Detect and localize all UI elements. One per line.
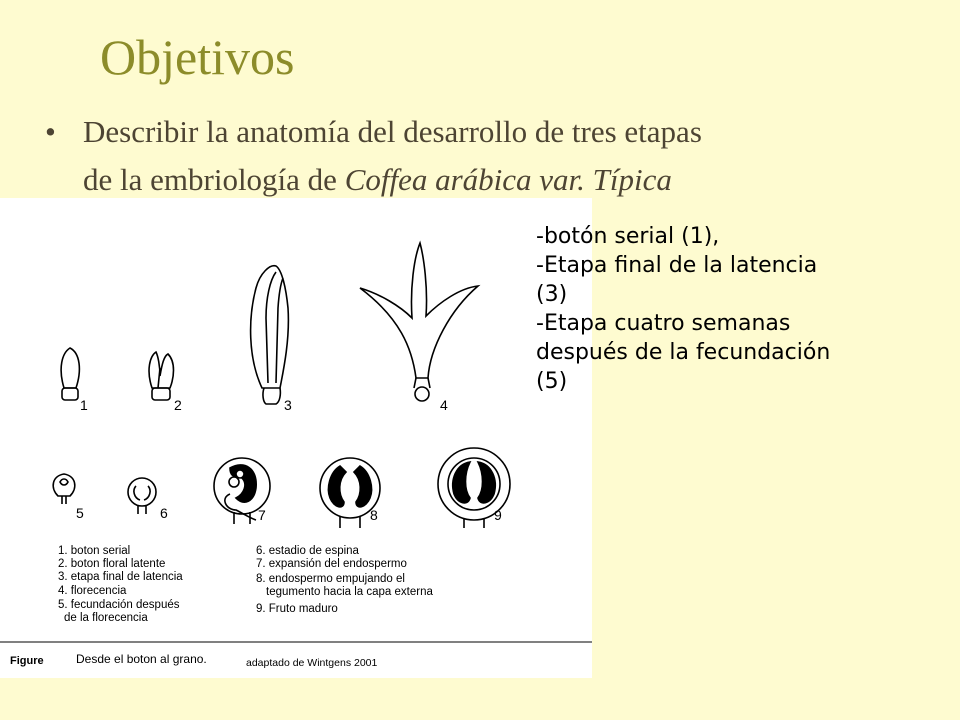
note-line: (3) xyxy=(536,282,568,307)
note-line: después de la fecundación xyxy=(536,340,831,365)
stage-number: 7 xyxy=(258,507,266,523)
figure-label: Figure xyxy=(10,655,44,667)
stage-3-bud xyxy=(251,266,289,404)
stage-5-fertilization xyxy=(53,474,75,504)
legend-item: 6. estadio de espina xyxy=(256,545,359,557)
legend-item: tegumento hacia la capa externa xyxy=(266,586,433,598)
legend-item: 3. etapa final de latencia xyxy=(58,571,183,583)
legend-item: 2. boton floral latente xyxy=(58,558,166,570)
bullet-line-1: Describir la anatomía del desarrollo de tres etapas xyxy=(83,114,702,149)
stage-number: 1 xyxy=(80,397,88,413)
coffee-development-figure xyxy=(0,198,592,678)
stage-2-bud xyxy=(149,352,173,400)
stage-number: 3 xyxy=(284,397,292,413)
stage-1-bud xyxy=(61,348,79,400)
note-line: -botón serial (1), xyxy=(536,224,720,249)
bullet-line-2-plain: de la embriología de xyxy=(83,162,345,197)
note-line: (5) xyxy=(536,369,568,394)
legend-right xyxy=(256,545,433,615)
stage-6-spine xyxy=(128,478,156,514)
slide-title: Objetivos xyxy=(100,29,295,85)
species-name: Coffea arábica var. Típica xyxy=(344,162,672,197)
legend-item: 1. boton serial xyxy=(58,545,131,557)
stage-notes xyxy=(536,222,936,396)
legend-item: de la florecencia xyxy=(64,612,148,624)
stage-number: 4 xyxy=(440,397,448,413)
development-stages-diagram xyxy=(0,198,592,678)
bullet-line-2 xyxy=(83,156,672,204)
note-line: -Etapa final de la latencia xyxy=(536,253,818,278)
legend-left xyxy=(58,545,183,624)
figure-caption: Desde el boton al grano. xyxy=(76,652,207,666)
stage-number: 5 xyxy=(76,505,84,521)
legend-item: 8. endospermo empujando el xyxy=(256,573,405,585)
legend-item: 5. fecundación después xyxy=(58,599,180,611)
stage-4-flower xyxy=(360,243,478,401)
stage-number: 9 xyxy=(494,507,502,523)
stage-number: 8 xyxy=(370,507,378,523)
note-line: -Etapa cuatro semanas xyxy=(536,311,791,336)
legend-item: 4. florecencia xyxy=(58,585,127,597)
bullet-symbol: • xyxy=(45,114,56,149)
stage-number: 2 xyxy=(174,397,182,413)
figure-source: adaptado de Wintgens 2001 xyxy=(246,657,378,669)
legend-item: 9. Fruto maduro xyxy=(256,603,338,615)
stage-number: 6 xyxy=(160,505,168,521)
legend-item: 7. expansión del endospermo xyxy=(256,558,407,570)
